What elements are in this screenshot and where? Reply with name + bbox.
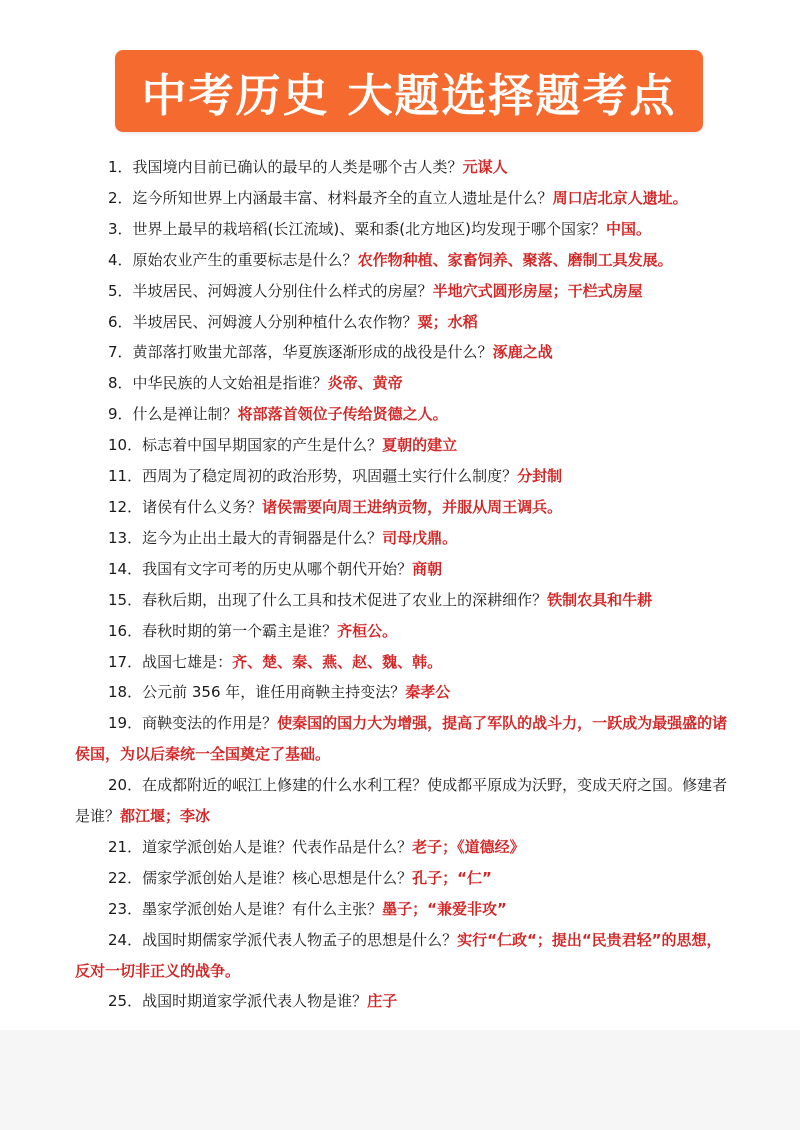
list-item: 16．春秋时期的第一个霸主是谁？齐桓公。 <box>108 621 398 640</box>
list-item: 18．公元前 356 年，谁任用商鞅主持变法？秦孝公 <box>108 683 451 702</box>
list-item: 6．半坡居民、河姆渡人分别种植什么农作物？粟；水稻 <box>108 312 478 331</box>
list-item: 11．西周为了稳定周初的政治形势，巩固疆土实行什么制度？分封制 <box>108 467 563 486</box>
list-item: 24．战国时期儒家学派代表人物孟子的思想是什么？实行“仁政“；提出“民贵君轻”的思想，反对一切非正义的战争。 <box>75 930 722 980</box>
list-item: 7．黄部落打败蚩尤部落，华夏族逐渐形成的战役是什么？涿鹿之战 <box>108 343 553 362</box>
list-item: 14．我国有文字可考的历史从哪个朝代开始？商朝 <box>108 559 443 578</box>
list-item: 10．标志着中国早期国家的产生是什么？夏朝的建立 <box>108 436 458 455</box>
list-item: 1．我国境内目前已确认的最早的人类是哪个古人类？元谋人 <box>108 158 508 176</box>
list-item: 17．战国七雄是：齐、楚、秦、燕、赵、魏、韩。 <box>108 652 443 671</box>
list-item: 12．诸侯有什么义务？诸侯需要向周王进纳贡物，并服从周王调兵。 <box>108 497 563 516</box>
bottom-margin <box>0 1030 800 1130</box>
list-item: 25．战国时期道家学派代表人物是谁？庄子 <box>108 992 398 1011</box>
list-item: 13．迄今为止出土最大的青铜器是什么？司母戊鼎。 <box>108 528 458 547</box>
list-item: 8．中华民族的人文始祖是指谁？炎帝、黄帝 <box>108 374 403 393</box>
title-banner <box>115 50 703 132</box>
list-item: 9．什么是禅让制？将部落首领位子传给贤德之人。 <box>108 405 448 424</box>
list-item: 2．迄今所知世界上内涵最丰富、材料最齐全的直立人遗址是什么？周口店北京人遗址。 <box>108 188 688 207</box>
page-title: 中考历史 大题选择题考点 <box>141 68 677 122</box>
list-item: 4．原始农业产生的重要标志是什么？农作物种植、家畜饲养、聚落、磨制工具发展。 <box>108 250 673 269</box>
question-list <box>75 152 735 1017</box>
list-item: 19．商鞅变法的作用是？使秦国的国力大为增强，提高了军队的战斗力，一跃成为最强盛的诸侯国，为以后秦统一全国奠定了基础。 <box>75 714 728 764</box>
list-item: 21．道家学派创始人是谁？代表作品是什么？老子；《道德经》 <box>108 837 525 856</box>
list-item: 3．世界上最早的栽培稻(长江流域)、粟和黍(北方地区)均发现于哪个国家？中国。 <box>108 219 651 238</box>
list-item: 20．在成都附近的岷江上修建的什么水利工程？使成都平原成为沃野，变成天府之国。修建者是谁？都江堰；李冰 <box>75 776 728 826</box>
list-item: 22．儒家学派创始人是谁？核心思想是什么？孔子；“仁” <box>108 868 492 887</box>
list-item: 5．半坡居民、河姆渡人分别住什么样式的房屋？半地穴式圆形房屋；干栏式房屋 <box>108 281 643 300</box>
list-item: 15．春秋后期，出现了什么工具和技术促进了农业上的深耕细作？铁制农具和牛耕 <box>108 590 653 609</box>
list-item: 23．墨家学派创始人是谁？有什么主张？墨子；“兼爱非攻” <box>108 899 507 918</box>
